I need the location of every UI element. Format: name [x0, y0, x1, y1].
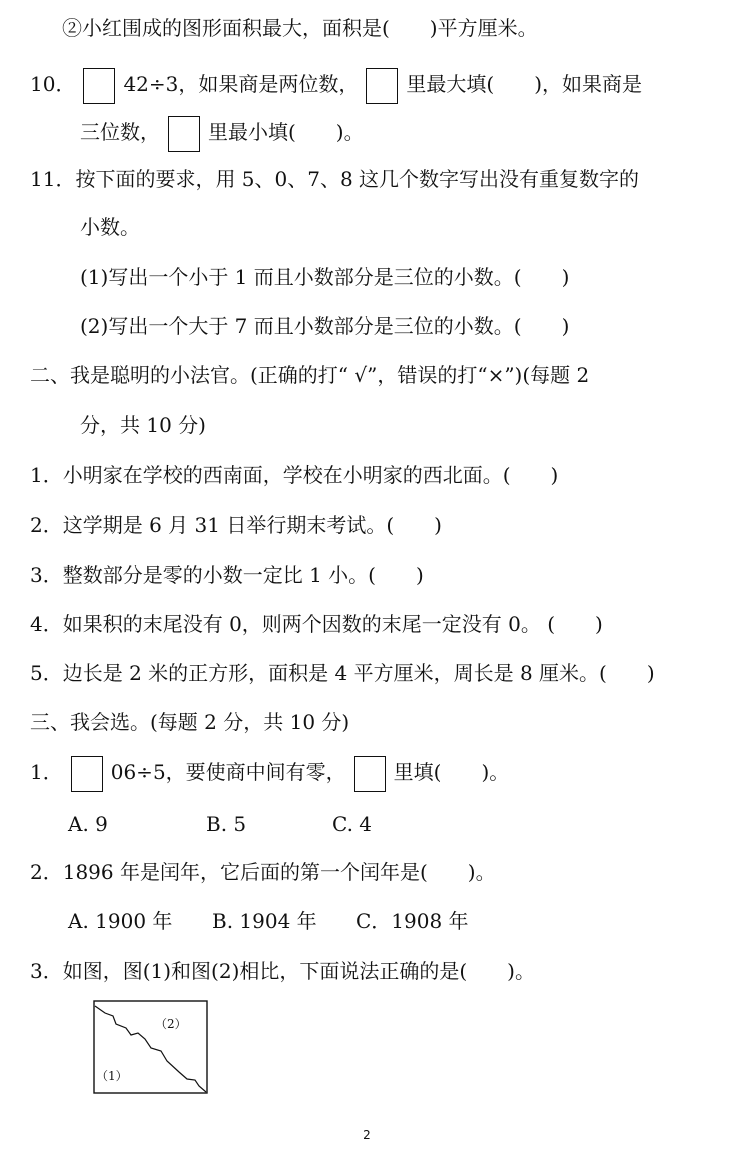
- choice-1-option-c[interactable]: C. 4: [332, 812, 373, 836]
- question-10-text-a: 42÷3，如果商是两位数，: [123, 72, 359, 96]
- line-area-question: ②小红围成的图形面积最大，面积是( )平方厘米。: [62, 16, 538, 40]
- judge-5: 5．边长是 2 米的正方形，面积是 4 平方厘米，周长是 8 厘米。( ): [30, 661, 655, 685]
- choice-1-number: 1．: [30, 760, 63, 784]
- choice-2: 2．1896 年是闰年，它后面的第一个闰年是( )。: [30, 860, 496, 884]
- choice-1: [30, 752, 509, 792]
- judge-1: 1．小明家在学校的西南面，学校在小明家的西北面。( ): [30, 463, 559, 487]
- question-10-cont: [80, 112, 364, 152]
- answer-box[interactable]: [168, 116, 200, 152]
- answer-box[interactable]: [366, 68, 398, 104]
- section-2-heading: 二、我是聪明的小法官。(正确的打“ √”，错误的打“×”)(每题 2: [30, 363, 590, 387]
- judge-3: 3．整数部分是零的小数一定比 1 小。( ): [30, 563, 424, 587]
- choice-1-option-b[interactable]: B. 5: [206, 812, 247, 836]
- square-figure: [93, 1000, 209, 1100]
- judge-4: 4．如果积的末尾没有 0，则两个因数的末尾一定没有 0。 ( ): [30, 612, 603, 636]
- figure-label-1: （1）: [96, 1069, 128, 1083]
- choice-1-text-a: 06÷5，要使商中间有零，: [110, 760, 346, 784]
- question-11-part-1: (1)写出一个小于 1 而且小数部分是三位的小数。( ): [80, 265, 570, 289]
- answer-box[interactable]: [71, 756, 103, 792]
- question-10-text-d: 里最小填( )。: [208, 120, 364, 144]
- section-2-heading-cont: 分，共 10 分): [80, 413, 206, 437]
- choice-1-option-a[interactable]: A. 9: [68, 812, 108, 836]
- question-11: 11．按下面的要求，用 5、0、7、8 这几个数字写出没有重复数字的: [30, 167, 640, 191]
- choice-3: 3．如图，图(1)和图(2)相比，下面说法正确的是( )。: [30, 959, 535, 983]
- figure-label-2: （2）: [155, 1017, 187, 1031]
- choice-2-option-c[interactable]: C．1908 年: [356, 909, 469, 933]
- question-10-number: 10．: [30, 72, 76, 96]
- choice-1-text-b: 里填( )。: [393, 760, 510, 784]
- square-figure-drawing: [93, 1000, 209, 1095]
- judge-2: 2．这学期是 6 月 31 日举行期末考试。( ): [30, 513, 442, 537]
- choice-2-option-a[interactable]: A. 1900 年: [68, 909, 173, 933]
- question-11-part-2: (2)写出一个大于 7 而且小数部分是三位的小数。( ): [80, 314, 570, 338]
- choice-2-option-b[interactable]: B. 1904 年: [212, 909, 317, 933]
- question-11-cont: 小数。: [80, 215, 140, 239]
- question-10: [30, 64, 642, 104]
- answer-box[interactable]: [354, 756, 386, 792]
- question-10-text-c: 三位数，: [80, 120, 160, 144]
- page-number: 2: [363, 1128, 371, 1142]
- section-3-heading: 三、我会选。(每题 2 分，共 10 分): [30, 710, 350, 734]
- answer-box[interactable]: [83, 68, 115, 104]
- question-10-text-b: 里最大填( )，如果商是: [406, 72, 642, 96]
